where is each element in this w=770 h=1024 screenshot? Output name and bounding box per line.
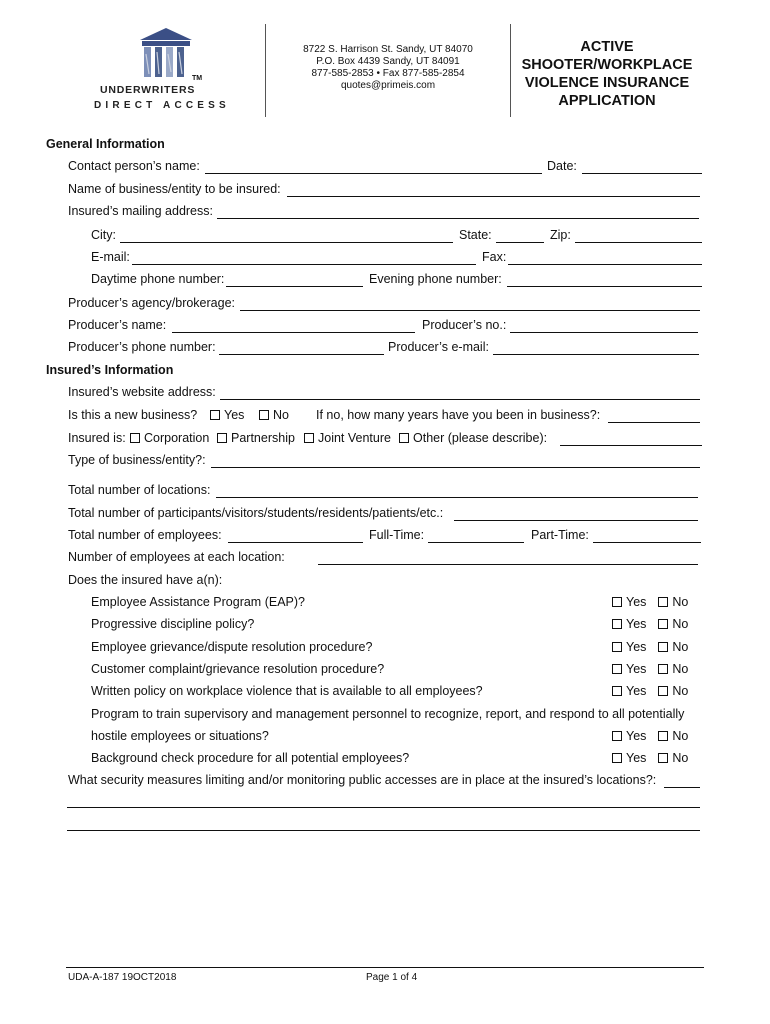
- agency-label: Producer’s agency/brokerage:: [68, 296, 235, 310]
- background-check-yes-no[interactable]: Yes No: [612, 751, 688, 765]
- daytime-phone-label: Daytime phone number:: [91, 272, 225, 286]
- checkbox[interactable]: [612, 731, 622, 741]
- new-business-label: Is this a new business?: [68, 408, 198, 422]
- email-label: E-mail:: [91, 250, 130, 264]
- evening-phone-label: Evening phone number:: [369, 272, 502, 286]
- contact-name-field[interactable]: [205, 173, 542, 174]
- contact-name-label: Contact person’s name:: [68, 159, 200, 173]
- business-name-field[interactable]: [287, 196, 700, 197]
- discipline-policy-yes-no[interactable]: Yes No: [612, 617, 688, 631]
- question-eap: Employee Assistance Program (EAP)?: [91, 595, 305, 609]
- form-id: UDA-A-187 19OCT2018: [68, 972, 177, 983]
- employees-each-location-field[interactable]: [318, 564, 698, 565]
- checkbox[interactable]: [658, 731, 668, 741]
- city-label: City:: [91, 228, 116, 242]
- logo-word-underwriters: UNDERWRITERS: [100, 84, 196, 96]
- checkbox[interactable]: [612, 686, 622, 696]
- type-partnership-option[interactable]: Partnership: [217, 431, 295, 445]
- total-employees-field[interactable]: [228, 542, 363, 543]
- producer-email-label: Producer’s e-mail:: [388, 340, 489, 354]
- full-time-label: Full-Time:: [369, 528, 425, 542]
- daytime-phone-field[interactable]: [226, 286, 363, 287]
- type-of-business-label: Type of business/entity?:: [68, 453, 206, 467]
- security-measures-line-3[interactable]: [67, 830, 700, 831]
- type-other-field[interactable]: [560, 445, 702, 446]
- checkbox[interactable]: [210, 410, 220, 420]
- phone-fax-line: 877-585-2853 • Fax 877-585-2854: [311, 68, 465, 79]
- total-locations-field[interactable]: [216, 497, 698, 498]
- type-other-option[interactable]: Other (please describe):: [399, 431, 547, 445]
- producer-phone-field[interactable]: [219, 354, 384, 355]
- security-measures-field[interactable]: [664, 787, 700, 788]
- header-divider-right: [510, 24, 511, 117]
- question-customer-complaint: Customer complaint/grievance resolution procedure?: [91, 662, 385, 676]
- total-participants-label: Total number of participants/visitors/students/residents/patients/etc.:: [68, 506, 444, 520]
- state-field[interactable]: [496, 242, 544, 243]
- total-locations-label: Total number of locations:: [68, 483, 211, 497]
- type-joint-venture-option[interactable]: Joint Venture: [304, 431, 391, 445]
- type-of-business-field[interactable]: [211, 467, 700, 468]
- checkbox[interactable]: [259, 410, 269, 420]
- date-label: Date:: [547, 159, 577, 173]
- question-discipline-policy: Progressive discipline policy?: [91, 617, 255, 631]
- checkbox[interactable]: [612, 642, 622, 652]
- does-insured-have-label: Does the insured have a(n):: [68, 573, 223, 587]
- checkbox[interactable]: [612, 664, 622, 674]
- checkbox[interactable]: [612, 597, 622, 607]
- city-field[interactable]: [120, 242, 453, 243]
- security-measures-label: What security measures limiting and/or monitoring public accesses are in place at the insured’s locations?:: [68, 773, 657, 787]
- header-divider-left: [265, 24, 266, 117]
- question-background-check: Background check procedure for all potential employees?: [91, 751, 410, 765]
- footer-rule: [66, 967, 704, 968]
- logo-word-direct-access: DIRECT ACCESS: [94, 100, 230, 111]
- producer-no-field[interactable]: [510, 332, 698, 333]
- years-in-business-label: If no, how many years have you been in business?:: [316, 408, 601, 422]
- checkbox[interactable]: [658, 686, 668, 696]
- new-business-no-option[interactable]: No: [259, 408, 289, 422]
- checkbox[interactable]: [658, 597, 668, 607]
- checkbox[interactable]: [658, 753, 668, 763]
- producer-name-label: Producer’s name:: [68, 318, 167, 332]
- mailing-address-label: Insured’s mailing address:: [68, 204, 213, 218]
- violence-policy-yes-no[interactable]: Yes No: [612, 684, 688, 698]
- state-label: State:: [459, 228, 492, 242]
- part-time-label: Part-Time:: [531, 528, 589, 542]
- checkbox[interactable]: [658, 642, 668, 652]
- page-number: Page 1 of 4: [366, 972, 418, 983]
- fax-label: Fax:: [482, 250, 507, 264]
- company-address: [268, 44, 508, 92]
- full-time-field[interactable]: [428, 542, 524, 543]
- mailing-address-field[interactable]: [217, 218, 699, 219]
- checkbox[interactable]: [217, 433, 227, 443]
- logo-tm: TM: [192, 75, 203, 82]
- checkbox[interactable]: [612, 753, 622, 763]
- question-grievance-procedure: Employee grievance/dispute resolution procedure?: [91, 640, 373, 654]
- employees-each-location-label: Number of employees at each location:: [68, 550, 285, 564]
- producer-no-label: Producer’s no.:: [422, 318, 507, 332]
- part-time-field[interactable]: [593, 542, 701, 543]
- checkbox[interactable]: [399, 433, 409, 443]
- checkbox[interactable]: [658, 619, 668, 629]
- training-program-yes-no[interactable]: Yes No: [612, 729, 688, 743]
- website-label: Insured’s website address:: [68, 385, 216, 399]
- checkbox[interactable]: [304, 433, 314, 443]
- producer-name-field[interactable]: [172, 332, 415, 333]
- section-heading-insured: Insured’s Information: [46, 363, 174, 377]
- question-violence-policy: Written policy on workplace violence that is available to all employees?: [91, 684, 483, 698]
- email-field[interactable]: [132, 264, 476, 265]
- website-field[interactable]: [220, 399, 700, 400]
- insured-is-label: Insured is:: [68, 431, 126, 445]
- fax-field[interactable]: [508, 264, 702, 265]
- business-name-label: Name of business/entity to be insured:: [68, 182, 281, 196]
- years-in-business-field[interactable]: [608, 422, 700, 423]
- grievance-procedure-yes-no[interactable]: Yes No: [612, 640, 688, 654]
- security-measures-line-2[interactable]: [67, 807, 700, 808]
- customer-complaint-yes-no[interactable]: Yes No: [612, 662, 688, 676]
- checkbox[interactable]: [658, 664, 668, 674]
- evening-phone-field[interactable]: [507, 286, 702, 287]
- address-line: P.O. Box 4439 Sandy, UT 84091: [316, 56, 460, 67]
- total-employees-label: Total number of employees:: [68, 528, 222, 542]
- email-line: quotes@primeis.com: [340, 80, 436, 91]
- total-participants-field[interactable]: [454, 520, 698, 521]
- section-heading-general: General Information: [46, 137, 165, 151]
- checkbox[interactable]: [130, 433, 140, 443]
- agency-field[interactable]: [240, 310, 700, 311]
- new-business-yes-option[interactable]: Yes: [210, 408, 244, 422]
- producer-phone-label: Producer’s phone number:: [68, 340, 216, 354]
- checkbox[interactable]: [612, 619, 622, 629]
- document-title: ACTIVE SHOOTER/WORKPLACE VIOLENCE INSURANCE APPLICATION: [521, 39, 693, 109]
- eap-yes-no[interactable]: Yes No: [612, 595, 688, 609]
- type-corporation-option[interactable]: Corporation: [130, 431, 209, 445]
- question-training-program: Program to train supervisory and management personnel to recognize, report, and respond to all potentially: [91, 707, 685, 721]
- producer-email-field[interactable]: [493, 354, 699, 355]
- date-field[interactable]: [582, 173, 702, 174]
- address-line: 8722 S. Harrison St. Sandy, UT 84070: [303, 44, 473, 55]
- zip-label: Zip:: [550, 228, 571, 242]
- question-training-program-cont: hostile employees or situations?: [91, 729, 269, 743]
- zip-field[interactable]: [575, 242, 702, 243]
